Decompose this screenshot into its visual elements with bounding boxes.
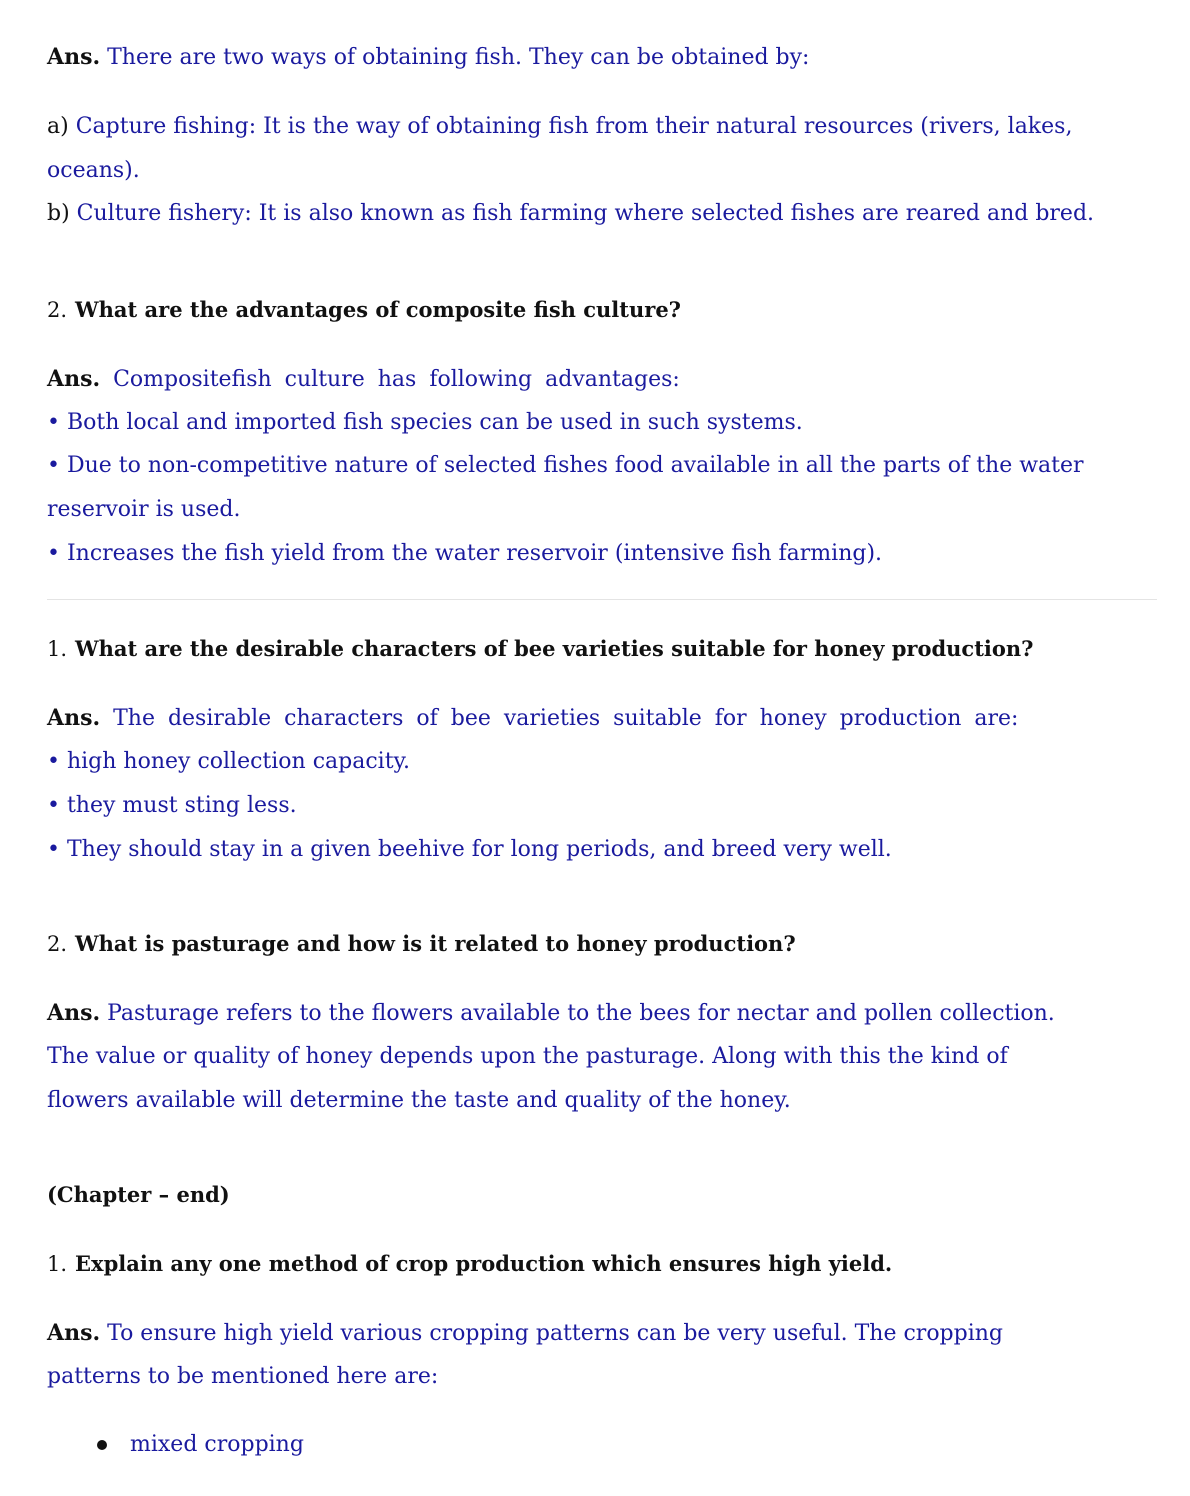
fish-answer-item-a: a) Capture fishing: It is the way of obtaining fish from their natural resources (rivers, lakes, bbox=[47, 114, 1073, 139]
pasturage-answer-line: flowers available will determine the taste and quality of the honey. bbox=[47, 1088, 791, 1113]
bee-bullet: • They should stay in a given beehive for long periods, and breed very well. bbox=[47, 837, 892, 862]
composite-bullet-cont: reservoir is used. bbox=[47, 497, 241, 522]
ans-label: Ans. bbox=[47, 44, 101, 70]
fish-answer-item-a-cont: oceans). bbox=[47, 158, 140, 183]
crop-answer-line: Ans. To ensure high yield various cropping patterns can be very useful. The cropping bbox=[47, 1320, 1004, 1346]
composite-bullet: • Increases the fish yield from the water reservoir (intensive fish farming). bbox=[47, 541, 883, 566]
question-heading: 1. Explain any one method of crop production which ensures high yield. bbox=[47, 1251, 893, 1276]
fish-answer-intro: Ans. There are two ways of obtaining fish. They can be obtained by: bbox=[47, 44, 810, 70]
bee-bullet: • they must sting less. bbox=[47, 793, 297, 818]
composite-bullet: • Both local and imported fish species can be used in such systems. bbox=[47, 410, 803, 435]
ans-label: Ans. bbox=[47, 366, 101, 392]
list-marker: a) bbox=[47, 114, 69, 139]
question-heading: 2. What is pasturage and how is it related to honey production? bbox=[47, 931, 796, 956]
crop-answer-line: patterns to be mentioned here are: bbox=[47, 1364, 439, 1389]
pasturage-answer-line: Ans. Pasturage refers to the flowers available to the bees for nectar and pollen collection. bbox=[47, 1000, 1055, 1026]
crop-list-item: mixed cropping bbox=[130, 1432, 304, 1457]
composite-bullet: • Due to non-competitive nature of selected fishes food available in all the parts of the water bbox=[47, 453, 1084, 478]
ans-label: Ans. bbox=[47, 1000, 101, 1026]
bee-bullet: • high honey collection capacity. bbox=[47, 749, 411, 774]
section-divider bbox=[47, 599, 1157, 600]
question-heading: 1. What are the desirable characters of bee varieties suitable for honey production? bbox=[47, 636, 1034, 661]
composite-answer-intro: Ans. Compositefish culture has following advantages: bbox=[47, 366, 680, 392]
question-heading: 2. What are the advantages of composite fish culture? bbox=[47, 297, 681, 322]
ans-label: Ans. bbox=[47, 1320, 101, 1346]
ans-label: Ans. bbox=[47, 705, 101, 731]
list-marker: b) bbox=[47, 201, 70, 226]
chapter-end-heading: (Chapter – end) bbox=[47, 1182, 230, 1207]
pasturage-answer-line: The value or quality of honey depends upon the pasturage. Along with this the kind of bbox=[47, 1044, 1008, 1069]
fish-answer-item-b: b) Culture fishery: It is also known as fish farming where selected fishes are reared and bred. bbox=[47, 201, 1095, 226]
bullet-dot-icon bbox=[97, 1440, 107, 1450]
bee-answer-intro: Ans. The desirable characters of bee varieties suitable for honey production are: bbox=[47, 705, 1019, 731]
